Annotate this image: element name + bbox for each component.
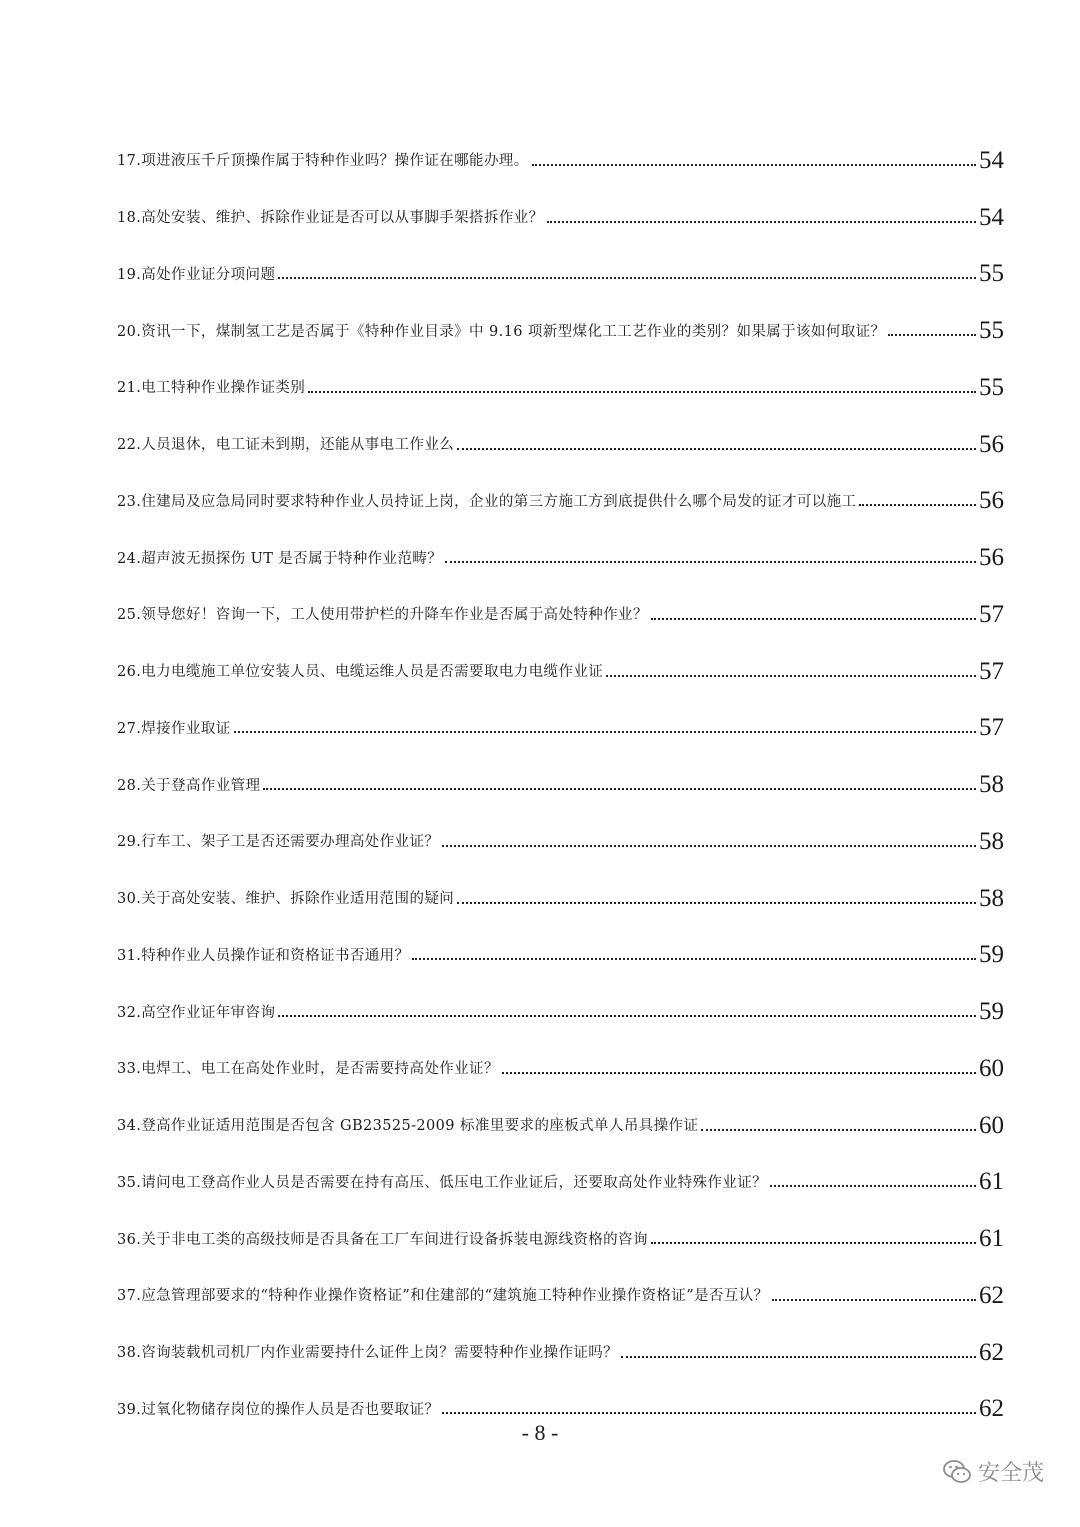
toc-entry-page: 56 <box>979 487 1004 515</box>
toc-dot-leader <box>278 277 976 279</box>
toc-entry-title: 26.电力电缆施工单位安装人员、电缆运维人员是否需要取电力电缆作业证 <box>117 664 604 680</box>
toc-entry-page: 55 <box>979 373 1004 401</box>
toc-dot-leader <box>888 334 976 336</box>
toc-dot-leader <box>263 788 976 790</box>
toc-entry[interactable] <box>117 1026 1004 1083</box>
toc-entry[interactable] <box>117 913 1004 970</box>
toc-dot-leader <box>859 504 976 506</box>
toc-entry[interactable] <box>117 629 1004 686</box>
watermark-text: 安全茂 <box>977 1461 1044 1486</box>
toc-entry[interactable] <box>117 402 1004 459</box>
watermark <box>942 1456 1044 1487</box>
toc-dot-leader <box>701 1129 976 1131</box>
wechat-icon <box>942 1459 972 1485</box>
toc-dot-leader <box>412 958 976 960</box>
toc-entry[interactable] <box>117 232 1004 289</box>
toc-entry-page: 61 <box>979 1225 1004 1252</box>
toc-entry[interactable] <box>117 686 1004 743</box>
toc-entry[interactable] <box>117 572 1004 629</box>
toc-entry-page: 58 <box>979 884 1004 912</box>
toc-entry[interactable] <box>117 515 1004 572</box>
toc-dot-leader <box>770 1185 976 1187</box>
toc-entry-title: 24.超声波无损探伤 UT 是否属于特种作业范畴？ <box>117 550 443 567</box>
toc-dot-leader <box>442 845 976 847</box>
toc-dot-leader <box>308 391 976 393</box>
toc-entry[interactable] <box>117 459 1004 516</box>
toc-entry-page: 62 <box>979 1338 1004 1366</box>
toc-entry-title: 29.行车工、架子工是否还需要办理高处作业证？ <box>117 834 440 851</box>
toc-dot-leader <box>547 221 976 223</box>
toc-entry-page: 54 <box>979 203 1004 231</box>
toc-entry-title: 35.请问电工登高作业人员是否需要在持有高压、低压电工作业证后，还要取高处作业特殊作业证？ <box>117 1174 768 1191</box>
toc-dot-leader <box>651 618 976 620</box>
toc-entry-page: 56 <box>979 430 1004 458</box>
toc-entry[interactable] <box>117 742 1004 799</box>
toc-entry-title: 17.项进液压千斤顶操作属于特种作业吗？操作证在哪能办理。 <box>117 153 529 170</box>
toc-entry-page: 54 <box>979 146 1004 174</box>
toc-dot-leader <box>457 448 976 450</box>
toc-entry[interactable] <box>117 288 1004 345</box>
toc-entry-title: 27.焊接作业取证 <box>117 720 231 737</box>
table-of-contents <box>117 118 1004 1423</box>
toc-entry-page: 55 <box>979 317 1004 344</box>
toc-entry-page: 57 <box>979 657 1004 685</box>
toc-entry-title: 32.高空作业证年审咨询 <box>117 1004 276 1021</box>
toc-entry-title: 19.高处作业证分项问题 <box>117 266 276 283</box>
toc-dot-leader <box>606 675 976 677</box>
toc-entry-page: 58 <box>979 827 1004 855</box>
toc-entry[interactable] <box>117 1140 1004 1197</box>
toc-entry[interactable] <box>117 118 1004 175</box>
toc-entry-title: 39.过氧化物储存岗位的操作人员是否也要取证？ <box>117 1401 440 1418</box>
toc-entry-title: 23.住建局及应急局同时要求特种作业人员持证上岗，企业的第三方施工方到底提供什么哪个局发的证才可以施工 <box>117 493 857 510</box>
toc-entry-page: 61 <box>979 1168 1004 1196</box>
toc-entry-page: 56 <box>979 544 1004 571</box>
toc-dot-leader <box>278 1015 976 1017</box>
toc-entry-title: 25.领导您好！咨询一下，工人使用带护栏的升降车作业是否属于高处特种作业？ <box>117 607 648 624</box>
toc-entry-title: 38.咨询装载机司机厂内作业需要持什么证件上岗？需要特种作业操作证吗？ <box>117 1345 619 1361</box>
toc-entry[interactable] <box>117 856 1004 913</box>
toc-entry[interactable] <box>117 175 1004 232</box>
toc-dot-leader <box>234 731 976 733</box>
toc-entry-title: 21.电工特种作业操作证类别 <box>117 380 306 397</box>
toc-dot-leader <box>442 1412 976 1414</box>
toc-entry-title: 31.特种作业人员操作证和资格证书否通用？ <box>117 947 410 964</box>
toc-dot-leader <box>532 164 976 166</box>
toc-entry[interactable] <box>117 1367 1004 1424</box>
toc-entry[interactable] <box>117 1310 1004 1367</box>
toc-entry-page: 62 <box>979 1395 1004 1423</box>
toc-dot-leader <box>651 1242 976 1244</box>
toc-entry-page: 58 <box>979 771 1004 798</box>
toc-entry[interactable] <box>117 1253 1004 1310</box>
page-number: - 8 - <box>521 1420 559 1445</box>
toc-entry-page: 60 <box>979 1054 1004 1082</box>
toc-entry-title: 34.登高作业证适用范围是否包含 GB23525-2009 标准里要求的座板式单人吊具操作证 <box>117 1118 699 1134</box>
toc-entry-title: 18.高处安装、维护、拆除作业证是否可以从事脚手架搭拆作业？ <box>117 210 544 226</box>
toc-entry-page: 62 <box>979 1281 1004 1309</box>
toc-entry-page: 55 <box>979 260 1004 288</box>
toc-entry-page: 57 <box>979 714 1004 742</box>
toc-entry-title: 28.关于登高作业管理 <box>117 777 261 794</box>
toc-entry-page: 59 <box>979 998 1004 1025</box>
toc-entry-title: 30.关于高处安装、维护、拆除作业适用范围的疑问 <box>117 891 455 907</box>
toc-entry-title: 37.应急管理部要求的“特种作业操作资格证”和住建部的“建筑施工特种作业操作资格证”是否互认？ <box>117 1288 769 1305</box>
toc-dot-leader <box>772 1299 976 1301</box>
toc-entry[interactable] <box>117 1196 1004 1253</box>
toc-entry[interactable] <box>117 345 1004 402</box>
toc-entry[interactable] <box>117 969 1004 1026</box>
toc-dot-leader <box>621 1356 976 1358</box>
toc-entry-page: 60 <box>979 1111 1004 1139</box>
toc-entry-page: 57 <box>979 600 1004 628</box>
toc-entry-title: 20.资讯一下，煤制氢工艺是否属于《特种作业目录》中 9.16 项新型煤化工工艺作业的类别？如果属于该如何取证？ <box>117 323 886 340</box>
toc-entry-title: 33.电焊工、电工在高处作业时，是否需要持高处作业证？ <box>117 1061 499 1078</box>
toc-entry[interactable] <box>117 799 1004 856</box>
toc-entry-title: 22.人员退休，电工证未到期，还能从事电工作业么 <box>117 437 455 453</box>
toc-entry-title: 36.关于非电工类的高级技师是否具备在工厂车间进行设备拆装电源线资格的咨询 <box>117 1231 648 1248</box>
toc-entry-page: 59 <box>979 941 1004 969</box>
toc-dot-leader <box>457 902 976 904</box>
toc-dot-leader <box>445 561 976 563</box>
toc-dot-leader <box>502 1072 976 1074</box>
toc-entry[interactable] <box>117 1083 1004 1140</box>
